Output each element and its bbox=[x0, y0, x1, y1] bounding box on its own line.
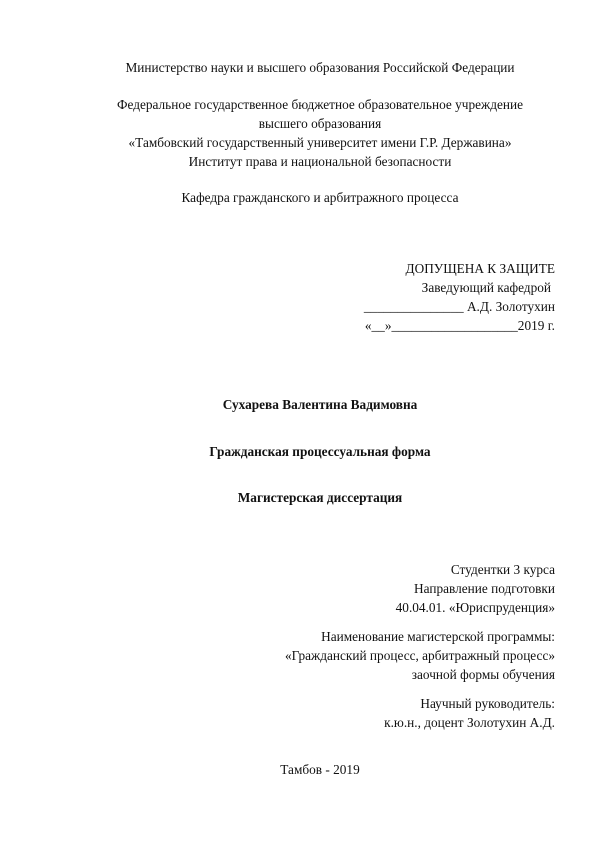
study-form: заочной формы обучения bbox=[411, 667, 555, 682]
date-line: «__»___________________2019 г. bbox=[364, 318, 555, 333]
department-name: Кафедра гражданского и арбитражного процесса bbox=[181, 190, 459, 205]
supervisor-name: к.ю.н., доцент Золотухин А.Д. bbox=[384, 715, 555, 730]
direction-label: Направление подготовки bbox=[414, 581, 555, 596]
city-year: Тамбов - 2019 bbox=[280, 762, 360, 777]
program-name: «Гражданский процесс, арбитражный процесс» bbox=[285, 648, 555, 663]
admitted-label: ДОПУЩЕНА К ЗАЩИТЕ bbox=[405, 261, 555, 276]
signature-line: _______________ А.Д. Золотухин bbox=[363, 299, 555, 314]
institution-line-1: Федеральное государственное бюджетное образовательное учреждение bbox=[116, 97, 523, 112]
university-name: «Тамбовский государственный университет имени Г.Р. Державина» bbox=[128, 135, 512, 150]
ministry-line: Министерство науки и высшего образования Российской Федерации bbox=[125, 60, 515, 75]
institution-line-2: высшего образования bbox=[258, 116, 382, 131]
direction-code: 40.04.01. «Юриспруденция» bbox=[395, 600, 555, 615]
institute-name: Институт права и национальной безопасности bbox=[188, 154, 452, 169]
work-type: Магистерская диссертация bbox=[237, 490, 403, 505]
thesis-topic: Гражданская процессуальная форма bbox=[209, 444, 431, 459]
program-label: Наименование магистерской программы: bbox=[321, 629, 555, 644]
head-of-department-label: Заведующий кафедрой bbox=[421, 280, 551, 295]
student-course: Студентки 3 курса bbox=[450, 562, 555, 577]
author-name: Сухарева Валентина Вадимовна bbox=[222, 397, 418, 412]
supervisor-label: Научный руководитель: bbox=[420, 696, 555, 711]
